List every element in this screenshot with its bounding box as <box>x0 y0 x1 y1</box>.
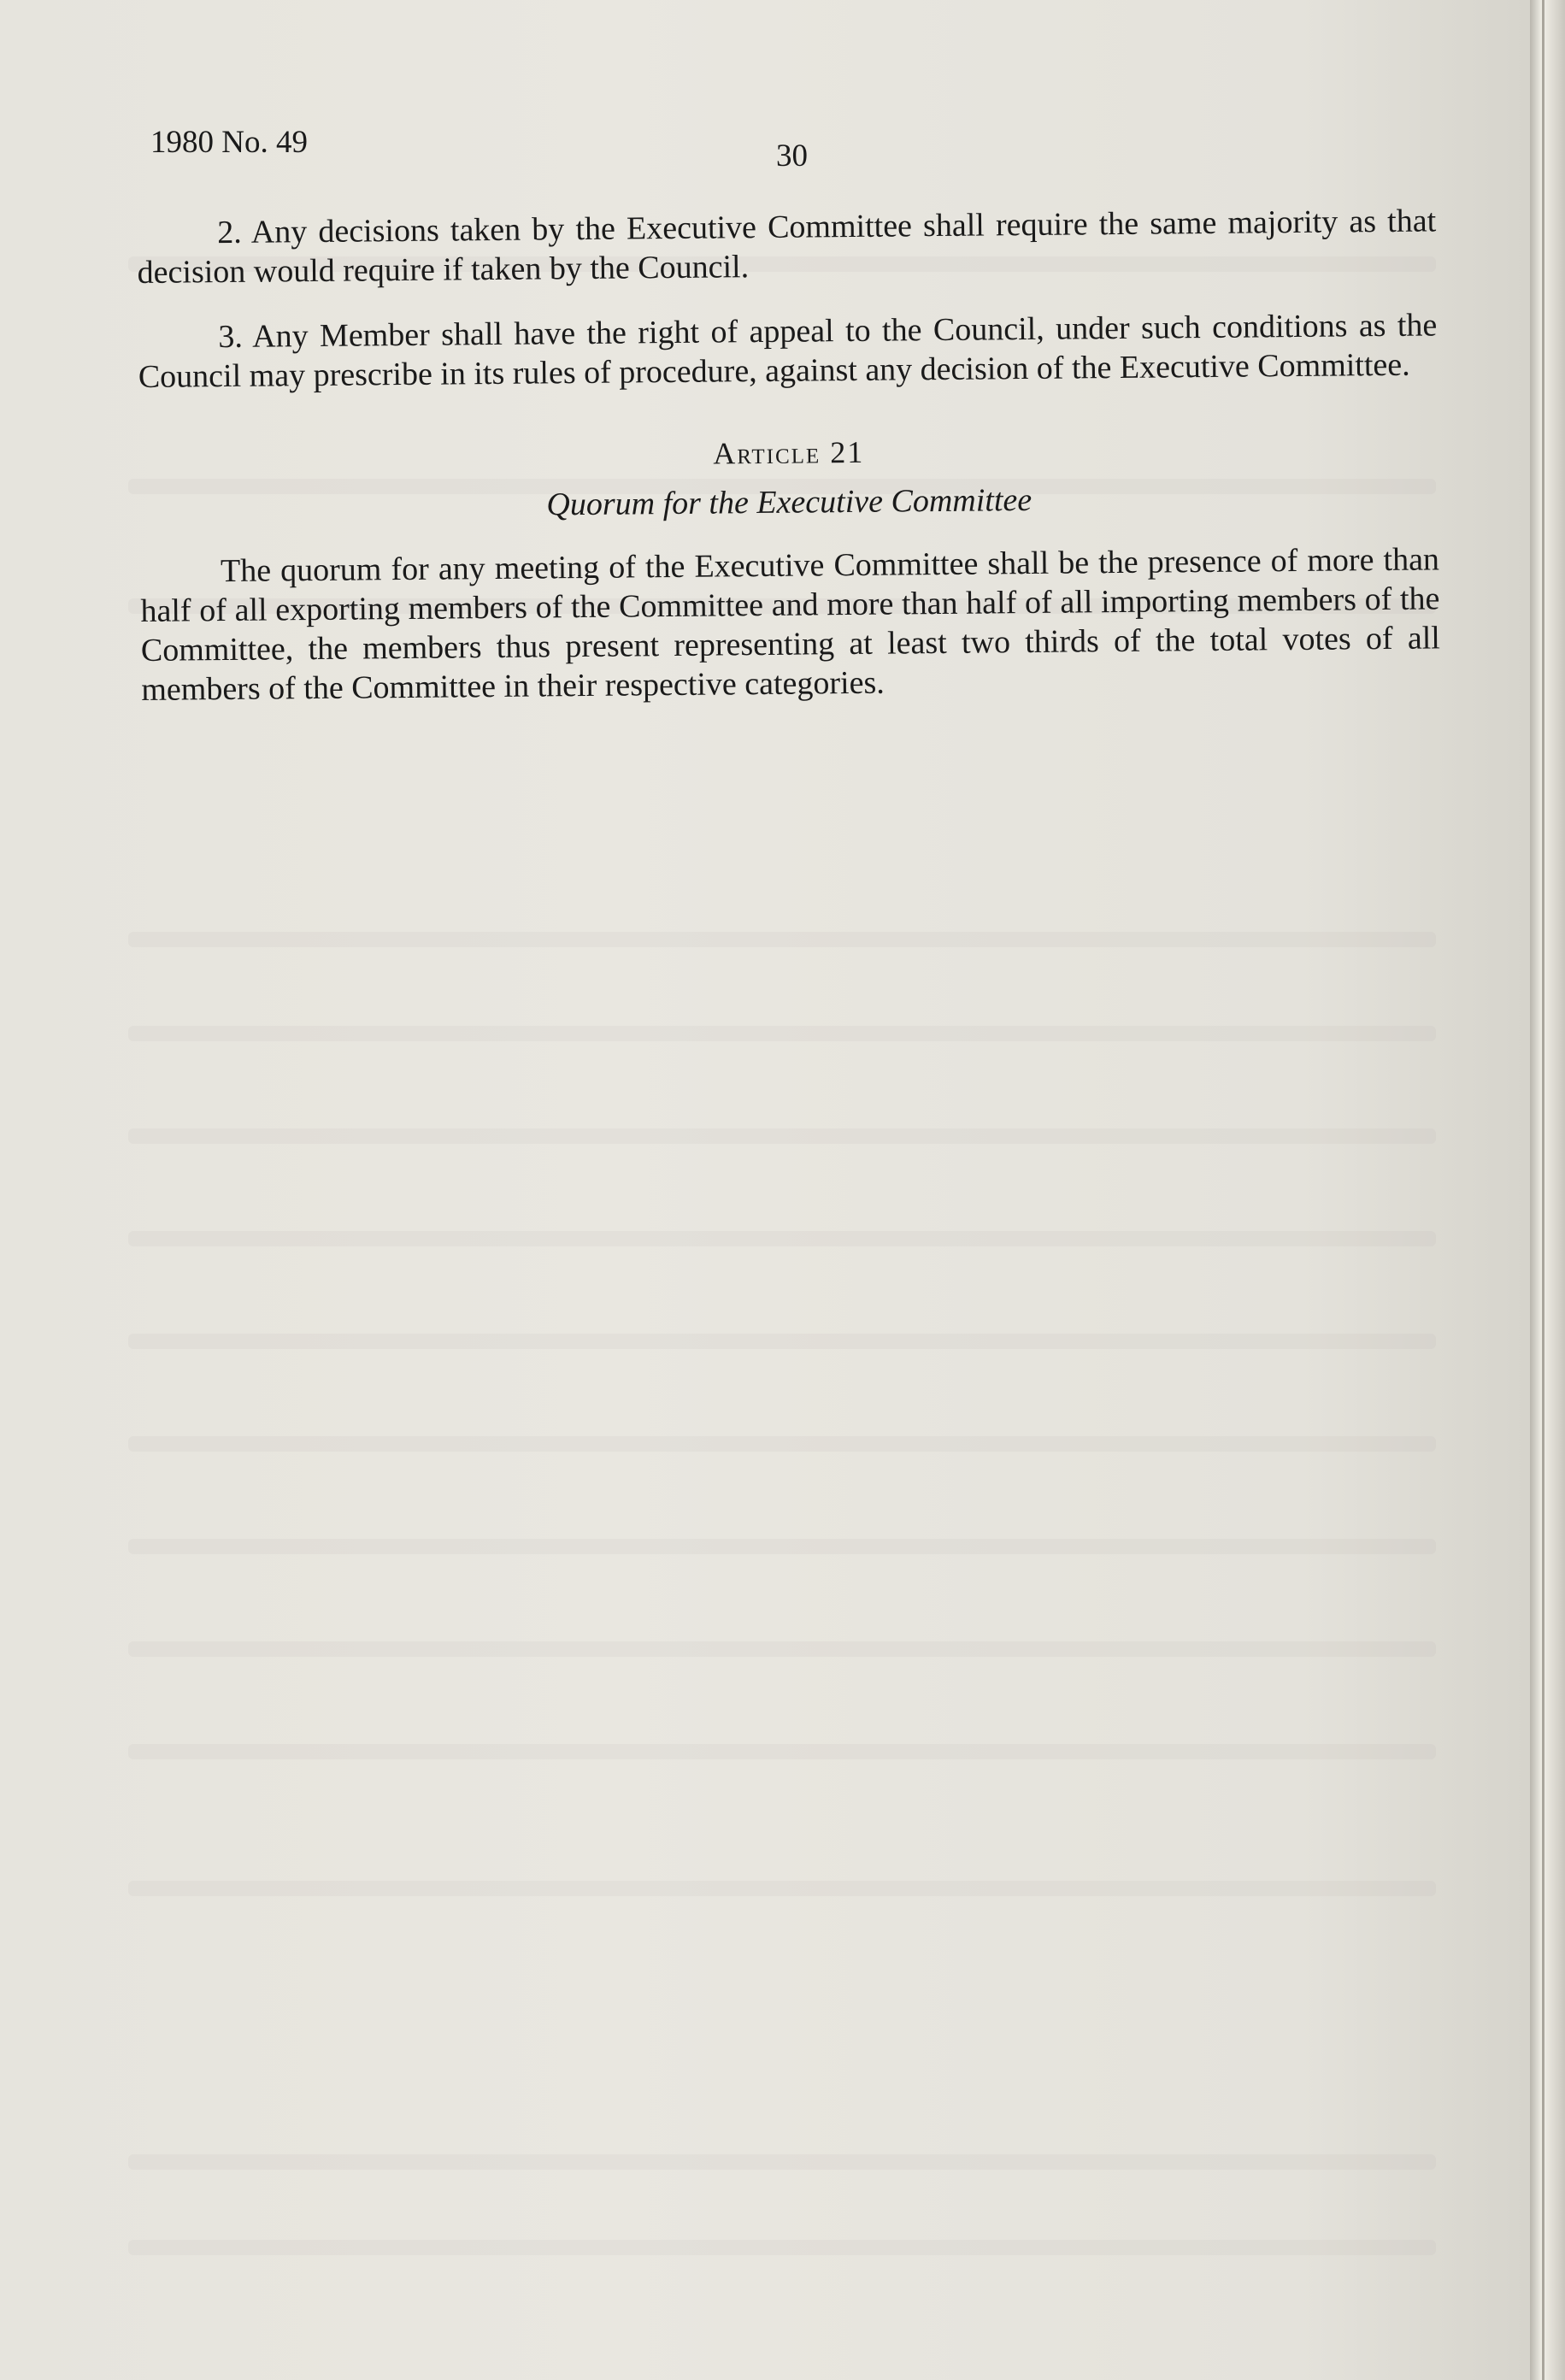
bleed-through-line <box>128 1334 1436 1349</box>
bleed-through-line <box>128 2240 1436 2255</box>
article-title: Quorum for the Executive Committee <box>546 481 1033 523</box>
page-header <box>150 124 1433 175</box>
bleed-through-line <box>128 1128 1436 1144</box>
binding-edge-line <box>1542 0 1544 2380</box>
act-reference: 1980 No. 49 <box>150 125 308 160</box>
bleed-through-line <box>128 1744 1436 1759</box>
bleed-through-line <box>128 2154 1436 2170</box>
paragraph-3: 3. Any Member shall have the right of appeal to the Council, under such conditions as the Council may prescribe in its rules of procedure, against any decision of the Executive Committee. <box>138 307 1438 395</box>
bleed-through-line <box>128 1231 1436 1246</box>
bleed-through-line <box>128 1436 1436 1452</box>
article-body: The quorum for any meeting of the Executive Committee shall be the presence of more than half of all exporting members of the Committee and more than half of all importing members of the Committee, the members thus present representing at least two thirds of the total votes of all members of the Committee in their respective categories. <box>140 541 1441 708</box>
page-number: 30 <box>776 138 808 174</box>
bleed-through-line <box>128 1881 1436 1896</box>
bleed-through-line <box>128 1539 1436 1554</box>
article-heading: Article 21 <box>713 434 865 471</box>
bleed-through-line <box>128 1641 1436 1657</box>
bleed-through-line <box>128 932 1436 947</box>
binding-edge <box>1530 0 1565 2380</box>
bleed-through-line <box>128 1026 1436 1041</box>
paragraph-2: 2. Any decisions taken by the Executive Committee shall require the same majority as that decision would require if taken by the Council. <box>137 203 1437 291</box>
page-content <box>137 201 1441 735</box>
